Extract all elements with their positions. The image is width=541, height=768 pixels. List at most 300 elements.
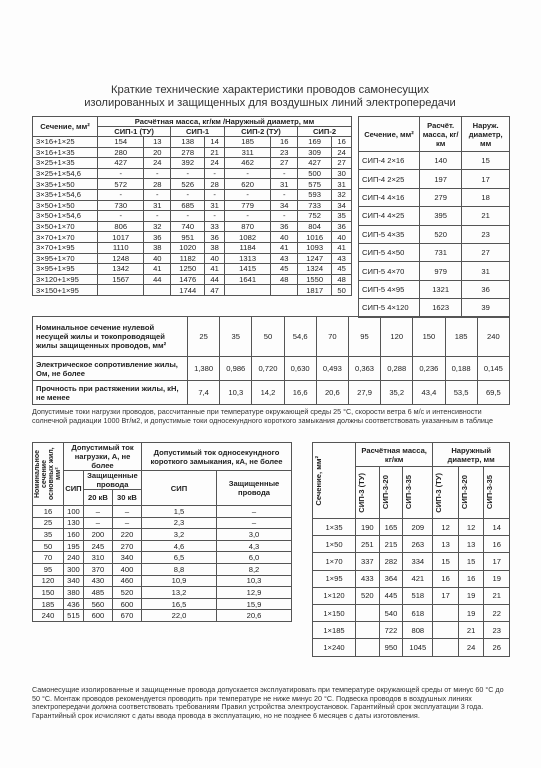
table-cell: 53,5 bbox=[445, 381, 477, 405]
table-cell: - bbox=[271, 189, 298, 200]
table-cell: 1321 bbox=[420, 280, 462, 298]
table-row bbox=[33, 381, 510, 405]
table-cell: 462 bbox=[224, 158, 270, 169]
table-cell: 24 bbox=[458, 639, 484, 656]
table-cell: 1,5 bbox=[142, 506, 217, 518]
table-row bbox=[33, 517, 292, 529]
table-row bbox=[33, 264, 352, 275]
table-cell: 270 bbox=[112, 540, 141, 552]
table-cell bbox=[144, 285, 171, 296]
table-cell: 1×240 bbox=[313, 639, 356, 656]
table-cell: 311 bbox=[224, 147, 270, 158]
table-cell: 1313 bbox=[224, 253, 270, 264]
table-cell: 12 bbox=[458, 519, 484, 536]
table-row bbox=[313, 587, 510, 604]
sip3-table bbox=[312, 442, 510, 657]
table-cell: 445 bbox=[379, 587, 403, 604]
table-cell: – bbox=[112, 517, 141, 529]
table-cell: 1×185 bbox=[313, 622, 356, 639]
table-cell: 240 bbox=[33, 610, 64, 622]
row-label: Номинальное сечение нулевой несущей жилы и токопроводящей жилы защищенных проводов, мм² bbox=[33, 317, 188, 357]
table-cell: 19 bbox=[484, 570, 510, 587]
table-cell: 1017 bbox=[98, 232, 144, 243]
table-cell: - bbox=[271, 168, 298, 179]
table-cell: 1×70 bbox=[313, 553, 356, 570]
table-row bbox=[313, 639, 510, 656]
table-cell: СИП-5 4×95 bbox=[359, 280, 420, 298]
table-cell: 0,630 bbox=[284, 357, 316, 381]
t5-col-header-text: СИП-3-35 bbox=[404, 475, 414, 510]
table-cell: 433 bbox=[356, 570, 380, 587]
table-cell: 21 bbox=[205, 147, 225, 158]
table-cell: 3,0 bbox=[217, 529, 292, 541]
table-row bbox=[313, 519, 510, 536]
table-cell: 17 bbox=[433, 587, 459, 604]
table-cell: 34 bbox=[271, 200, 298, 211]
table-cell: 41 bbox=[271, 242, 298, 253]
t1-section-header: Сечение, мм² bbox=[33, 117, 98, 137]
sip4-sip5-table bbox=[358, 116, 510, 318]
table-cell: 30 bbox=[332, 168, 352, 179]
table-cell: 0,720 bbox=[252, 357, 284, 381]
table-cell: 0,363 bbox=[348, 357, 380, 381]
table-row bbox=[33, 242, 352, 253]
table-row bbox=[33, 587, 292, 599]
table-row bbox=[313, 622, 510, 639]
t4-sip-header: СИП bbox=[64, 471, 84, 506]
table-cell: 13 bbox=[144, 137, 171, 148]
table-cell: 31 bbox=[332, 179, 352, 190]
table-cell: 20,6 bbox=[316, 381, 348, 405]
table-cell: 19 bbox=[458, 587, 484, 604]
table-cell: 16 bbox=[33, 506, 64, 518]
table-cell: 278 bbox=[171, 147, 205, 158]
table-cell: 1×150 bbox=[313, 604, 356, 621]
table-cell: 1248 bbox=[98, 253, 144, 264]
table-cell: 25 bbox=[188, 317, 220, 357]
t4-short-header: Допустимый ток односекундного короткого замыкания, кА, не более bbox=[142, 443, 292, 471]
table-cell: 32 bbox=[144, 221, 171, 232]
table-cell: 685 bbox=[171, 200, 205, 211]
table-cell: 16 bbox=[332, 137, 352, 148]
table-cell: 17 bbox=[484, 553, 510, 570]
table-cell: 18 bbox=[462, 188, 510, 206]
table-cell: 515 bbox=[64, 610, 84, 622]
table-cell: 280 bbox=[98, 147, 144, 158]
table-cell: 7,4 bbox=[188, 381, 220, 405]
table-cell: 3,2 bbox=[142, 529, 217, 541]
table-row bbox=[313, 536, 510, 553]
table-cell: 3×35+1×54,6 bbox=[33, 189, 98, 200]
operation-note: Самонесущие изолированные и защищенные провода допускается эксплуатировать при температуре окружающей среды от минус 60 °С до 50 °С. Монтаж проводов рекомендуется проводить при температуре не ниже минус 20 °С. Подвеска проводов в воздушных линиях электропередачи должна соответствовать требованиям Правил устройства электроустановок. Гарантийный срок эксплуатации 3 года. Гарантийный срок исчисляют с даты ввода провода в эксплуатацию, но не позднее 6 месяцев с даты изготовления. bbox=[32, 685, 504, 720]
t4-30kv-header: 30 кВ bbox=[112, 490, 141, 506]
table-cell: - bbox=[98, 211, 144, 222]
t5-col-header-text: СИП-3-35 bbox=[485, 475, 495, 510]
table-cell: 120 bbox=[381, 317, 413, 357]
table-cell: 0,188 bbox=[445, 357, 477, 381]
table-cell: 45 bbox=[332, 264, 352, 275]
table-row bbox=[33, 189, 352, 200]
table-cell: 195 bbox=[64, 540, 84, 552]
t2-header: Сечение, мм² bbox=[359, 117, 420, 152]
table-cell: 334 bbox=[403, 553, 433, 570]
table-row bbox=[313, 604, 510, 621]
t1-col-header: СИП-1 (ТУ) bbox=[98, 127, 171, 137]
table-cell: 3×120+1×95 bbox=[33, 274, 98, 285]
table-cell: - bbox=[144, 168, 171, 179]
t1-col-header: СИП-2 bbox=[298, 127, 352, 137]
table-cell: 36 bbox=[144, 232, 171, 243]
table-cell: 340 bbox=[64, 575, 84, 587]
table-cell: 41 bbox=[205, 264, 225, 275]
table-cell: - bbox=[224, 189, 270, 200]
table-cell: 24 bbox=[332, 147, 352, 158]
table-cell: 740 bbox=[171, 221, 205, 232]
t5-col-header-text: СИП-3 (ТУ) bbox=[357, 472, 366, 513]
table-cell: 10,3 bbox=[217, 575, 292, 587]
table-cell: 40 bbox=[205, 253, 225, 264]
row-label: Прочность при растяжении жилы, кН, не менее bbox=[33, 381, 188, 405]
t5-section-header bbox=[313, 443, 356, 519]
table-cell: 282 bbox=[379, 553, 403, 570]
table-cell: 520 bbox=[356, 587, 380, 604]
table-cell: 3×50+1×54,6 bbox=[33, 211, 98, 222]
table-cell: 421 bbox=[403, 570, 433, 587]
table-cell: 160 bbox=[64, 529, 84, 541]
table-cell: 0,236 bbox=[413, 357, 445, 381]
table-cell: 500 bbox=[298, 168, 332, 179]
table-cell bbox=[433, 639, 459, 656]
table-row bbox=[359, 170, 510, 188]
page-title bbox=[40, 84, 500, 110]
table-row bbox=[33, 211, 352, 222]
table-cell: 1744 bbox=[171, 285, 205, 296]
table-cell: 1247 bbox=[298, 253, 332, 264]
table-cell: 1184 bbox=[224, 242, 270, 253]
table-cell: 2,3 bbox=[142, 517, 217, 529]
table-cell: 8,2 bbox=[217, 563, 292, 575]
table-cell: 0,493 bbox=[316, 357, 348, 381]
table-cell: 309 bbox=[298, 147, 332, 158]
table-cell: 20,6 bbox=[217, 610, 292, 622]
table-cell: - bbox=[98, 168, 144, 179]
t5-col-header bbox=[484, 467, 510, 519]
table-cell: 23 bbox=[462, 225, 510, 243]
t5-col-header bbox=[433, 467, 459, 519]
table-cell: - bbox=[171, 168, 205, 179]
table-cell bbox=[356, 604, 380, 621]
table-cell: 3×25+1×35 bbox=[33, 158, 98, 169]
table-cell: 808 bbox=[403, 622, 433, 639]
table-cell: 10,3 bbox=[220, 381, 252, 405]
table-cell: - bbox=[271, 211, 298, 222]
table-cell: 593 bbox=[298, 189, 332, 200]
table-cell: 1415 bbox=[224, 264, 270, 275]
table-cell: 620 bbox=[224, 179, 270, 190]
t5-col-header bbox=[458, 467, 484, 519]
table-cell bbox=[224, 285, 270, 296]
table-cell: – bbox=[217, 517, 292, 529]
table-cell: 31 bbox=[144, 200, 171, 211]
table-cell: 20 bbox=[144, 147, 171, 158]
table-cell: 24 bbox=[205, 158, 225, 169]
table-cell: 1,380 bbox=[188, 357, 220, 381]
row-label: Электрическое сопротивление жилы, Ом, не более bbox=[33, 357, 188, 381]
table-cell: 39 bbox=[462, 299, 510, 317]
table-cell: 197 bbox=[420, 170, 462, 188]
table-row bbox=[33, 200, 352, 211]
t1-group-header: Расчётная масса, кг/км /Наружный диаметр, мм bbox=[98, 117, 352, 127]
t5-col-header-text: СИП-3 (ТУ) bbox=[434, 472, 444, 513]
table-cell: 36 bbox=[462, 280, 510, 298]
t4-section-header bbox=[33, 443, 64, 506]
title-line-1: Краткие технические характеристики проводов самонесущих bbox=[111, 84, 429, 96]
table-cell: 520 bbox=[420, 225, 462, 243]
table-cell: 1550 bbox=[298, 274, 332, 285]
table-cell: 36 bbox=[205, 232, 225, 243]
table-row bbox=[313, 553, 510, 570]
table-cell: 31 bbox=[271, 179, 298, 190]
table-cell: 1182 bbox=[171, 253, 205, 264]
table-cell: 1476 bbox=[171, 274, 205, 285]
table-cell: 427 bbox=[98, 158, 144, 169]
table-cell: 27 bbox=[332, 158, 352, 169]
table-cell: 15 bbox=[458, 553, 484, 570]
t5-col-header-text: СИП-3-20 bbox=[380, 475, 390, 510]
table-cell: 752 bbox=[298, 211, 332, 222]
table-cell: 1623 bbox=[420, 299, 462, 317]
table-cell: 310 bbox=[83, 552, 112, 564]
table-cell: СИП-4 4×16 bbox=[359, 188, 420, 206]
table-cell: 0,288 bbox=[381, 357, 413, 381]
table-cell: 300 bbox=[64, 563, 84, 575]
table-cell bbox=[433, 604, 459, 621]
table-cell: 16 bbox=[433, 570, 459, 587]
table-cell: 1045 bbox=[403, 639, 433, 656]
table-cell: 14 bbox=[205, 137, 225, 148]
table-cell: 560 bbox=[83, 598, 112, 610]
table-row bbox=[33, 179, 352, 190]
table-cell bbox=[356, 622, 380, 639]
t5-mass-header: Расчётная масса, кг/км bbox=[356, 443, 433, 467]
table-cell: 779 bbox=[224, 200, 270, 211]
table-cell: - bbox=[205, 211, 225, 222]
table-cell: 3×16+1×25 bbox=[33, 137, 98, 148]
table-cell: 1082 bbox=[224, 232, 270, 243]
table-row bbox=[33, 137, 352, 148]
table-cell: 14 bbox=[484, 519, 510, 536]
table-row bbox=[33, 529, 292, 541]
table-cell: 17 bbox=[462, 170, 510, 188]
table-cell: 40 bbox=[271, 232, 298, 243]
table-row bbox=[33, 221, 352, 232]
table-row bbox=[33, 274, 352, 285]
table-cell: 6,5 bbox=[142, 552, 217, 564]
table-row bbox=[33, 357, 510, 381]
table-row bbox=[33, 158, 352, 169]
table-cell: 240 bbox=[64, 552, 84, 564]
table-cell: 364 bbox=[379, 570, 403, 587]
table-cell: 95 bbox=[348, 317, 380, 357]
table-cell: 600 bbox=[112, 598, 141, 610]
table-cell: 279 bbox=[420, 188, 462, 206]
table-cell bbox=[433, 622, 459, 639]
t4-20kv-header: 20 кВ bbox=[83, 490, 112, 506]
table-cell: 245 bbox=[83, 540, 112, 552]
table-row bbox=[359, 243, 510, 261]
table-cell: 35 bbox=[220, 317, 252, 357]
table-cell: 209 bbox=[403, 519, 433, 536]
table-cell: 54,6 bbox=[284, 317, 316, 357]
table-row bbox=[33, 506, 292, 518]
table-cell: 1×35 bbox=[313, 519, 356, 536]
table-cell: 337 bbox=[356, 553, 380, 570]
sip1-sip2-table bbox=[32, 116, 352, 296]
table-cell: - bbox=[144, 189, 171, 200]
table-cell: 3×95+1×95 bbox=[33, 264, 98, 275]
table-cell: 185 bbox=[224, 137, 270, 148]
table-cell: 806 bbox=[98, 221, 144, 232]
table-cell: 21 bbox=[462, 207, 510, 225]
table-cell: 45 bbox=[271, 264, 298, 275]
table-row bbox=[33, 317, 510, 357]
table-cell: 23 bbox=[484, 622, 510, 639]
t4-load-header: Допустимый ток нагрузки, А, не более bbox=[64, 443, 142, 471]
table-row bbox=[33, 147, 352, 158]
table-cell: 251 bbox=[356, 536, 380, 553]
table-cell: 3×50+1×50 bbox=[33, 200, 98, 211]
table-cell: 1016 bbox=[298, 232, 332, 243]
table-cell: 733 bbox=[298, 200, 332, 211]
table-cell: 951 bbox=[171, 232, 205, 243]
table-cell: 572 bbox=[98, 179, 144, 190]
permissible-current-table bbox=[32, 442, 292, 622]
table-cell: 43 bbox=[332, 253, 352, 264]
table-cell: 47 bbox=[205, 285, 225, 296]
table-cell: 1×95 bbox=[313, 570, 356, 587]
table-cell: 35 bbox=[332, 211, 352, 222]
table-cell: 8,8 bbox=[142, 563, 217, 575]
table-cell: 32 bbox=[332, 189, 352, 200]
table-row bbox=[359, 188, 510, 206]
table-cell: 48 bbox=[332, 274, 352, 285]
table-cell: 400 bbox=[112, 563, 141, 575]
table-cell: 31 bbox=[205, 200, 225, 211]
table-cell: 3×95+1×70 bbox=[33, 253, 98, 264]
table-cell: 722 bbox=[379, 622, 403, 639]
table-cell: 44 bbox=[205, 274, 225, 285]
table-cell: 3×16+1×35 bbox=[33, 147, 98, 158]
t1-col-header: СИП-2 (ТУ) bbox=[224, 127, 297, 137]
table-cell: 427 bbox=[298, 158, 332, 169]
table-cell: 70 bbox=[33, 552, 64, 564]
table-row bbox=[359, 152, 510, 170]
table-cell: 44 bbox=[144, 274, 171, 285]
table-cell: 436 bbox=[64, 598, 84, 610]
table-cell: - bbox=[224, 168, 270, 179]
table-cell: 16 bbox=[271, 137, 298, 148]
table-cell: 21 bbox=[484, 587, 510, 604]
table-cell: 1250 bbox=[171, 264, 205, 275]
table-cell: 240 bbox=[477, 317, 509, 357]
table-cell: 3×25+1×54,6 bbox=[33, 168, 98, 179]
table-cell: 4,3 bbox=[217, 540, 292, 552]
table-cell: СИП-5 4×70 bbox=[359, 262, 420, 280]
table-cell: СИП-4 2×16 bbox=[359, 152, 420, 170]
table-cell: 25 bbox=[33, 517, 64, 529]
table-cell: 36 bbox=[332, 221, 352, 232]
table-cell: 1020 bbox=[171, 242, 205, 253]
table-cell: 1817 bbox=[298, 285, 332, 296]
table-cell: 16,5 bbox=[142, 598, 217, 610]
table-cell: - bbox=[171, 211, 205, 222]
table-cell: 3×35+1×50 bbox=[33, 179, 98, 190]
table-cell: 870 bbox=[224, 221, 270, 232]
table-cell: 24 bbox=[144, 158, 171, 169]
table-cell: 200 bbox=[83, 529, 112, 541]
table-cell: 38 bbox=[205, 242, 225, 253]
table-cell: 10,9 bbox=[142, 575, 217, 587]
t5-col-header-text: СИП-3-20 bbox=[459, 475, 469, 510]
table-cell: 185 bbox=[33, 598, 64, 610]
table-cell: 618 bbox=[403, 604, 433, 621]
table-cell: 16,6 bbox=[284, 381, 316, 405]
table-cell: 100 bbox=[64, 506, 84, 518]
table-cell: 12,9 bbox=[217, 587, 292, 599]
table-row bbox=[359, 299, 510, 317]
table-row bbox=[313, 570, 510, 587]
table-cell: 540 bbox=[379, 604, 403, 621]
table-cell: 22 bbox=[484, 604, 510, 621]
table-cell: 169 bbox=[298, 137, 332, 148]
t4-sip-header: СИП bbox=[142, 471, 217, 506]
table-cell: 38 bbox=[144, 242, 171, 253]
table-cell: 27 bbox=[271, 158, 298, 169]
table-cell: 28 bbox=[144, 179, 171, 190]
t5-col-header bbox=[403, 467, 433, 519]
table-cell: СИП-5 4×35 bbox=[359, 225, 420, 243]
table-cell: 138 bbox=[171, 137, 205, 148]
table-cell: 150 bbox=[413, 317, 445, 357]
table-cell: СИП-5 4×120 bbox=[359, 299, 420, 317]
table-cell: 380 bbox=[64, 587, 84, 599]
table-cell: 35,2 bbox=[381, 381, 413, 405]
table-cell bbox=[98, 285, 144, 296]
table-cell: 3×50+1×70 bbox=[33, 221, 98, 232]
table-row bbox=[33, 540, 292, 552]
table-cell: 1×120 bbox=[313, 587, 356, 604]
table-cell: 730 bbox=[98, 200, 144, 211]
t4-section-header-text: Номинальное сечение основных жил, мм² bbox=[34, 447, 62, 501]
table-cell: 1110 bbox=[98, 242, 144, 253]
table-cell: 3×150+1×95 bbox=[33, 285, 98, 296]
table-cell: 41 bbox=[144, 264, 171, 275]
table-cell: 3×70+1×95 bbox=[33, 242, 98, 253]
t4-prot-header: Защищенные провода bbox=[217, 471, 292, 506]
table-cell: 16 bbox=[458, 570, 484, 587]
t2-header: Наруж. диаметр, мм bbox=[462, 117, 510, 152]
current-note: Допустимые токи нагрузки проводов, рассчитанные при температуре окружающей среды 25 °С, скорости ветра 6 м/с и интенсивности солнечной радиации 1000 Вт/м2, и допустимые токи односекундного короткого замыкания должны соответствовать указанным в таблице bbox=[32, 407, 493, 425]
table-cell: 34 bbox=[332, 200, 352, 211]
table-cell: 340 bbox=[112, 552, 141, 564]
table-cell: 979 bbox=[420, 262, 462, 280]
table-cell: 16 bbox=[484, 536, 510, 553]
table-cell: 1567 bbox=[98, 274, 144, 285]
table-cell: 27,9 bbox=[348, 381, 380, 405]
table-cell: 150 bbox=[33, 587, 64, 599]
table-cell: 215 bbox=[379, 536, 403, 553]
table-cell: – bbox=[217, 506, 292, 518]
